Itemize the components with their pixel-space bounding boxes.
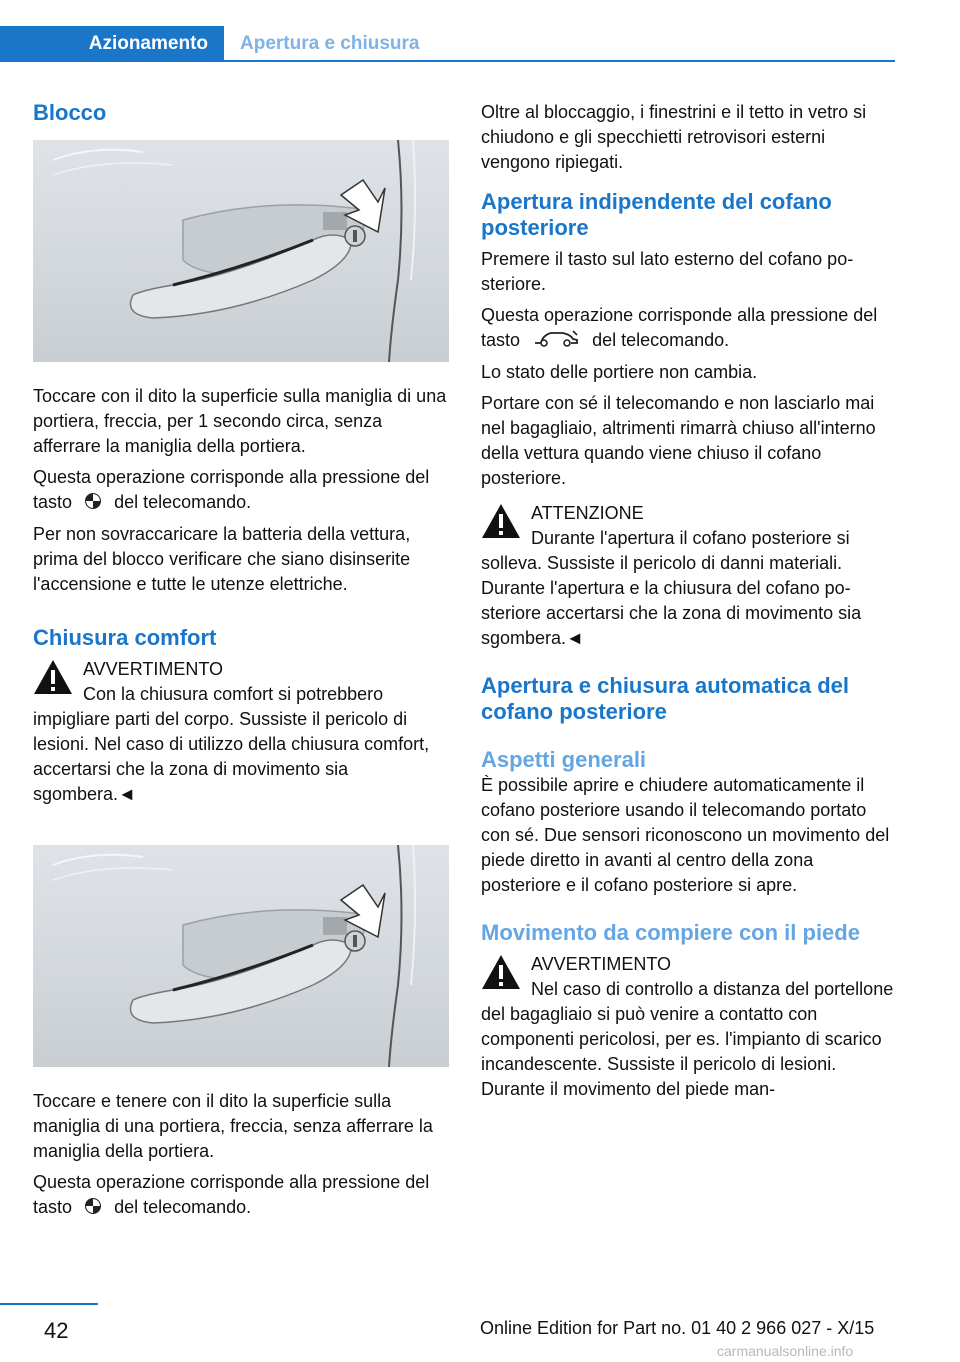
lock-key-icon [85, 491, 101, 516]
tab-azionamento[interactable]: Azionamento [0, 26, 224, 62]
chapter-header [0, 26, 895, 62]
paragraph: Lo stato delle portiere non cambia. [481, 361, 758, 382]
right-column [481, 100, 897, 1102]
warning-triangle-icon [33, 659, 73, 695]
warning-title: AVVERTIMENTO [83, 658, 224, 679]
paragraph: Premere il tasto sul lato esterno del cofano posteriore. [481, 249, 854, 294]
page-number: 42 [44, 1318, 69, 1343]
door-handle-illustration-icon [33, 140, 449, 362]
door-handle-illustration-icon [33, 845, 449, 1067]
warning-block [481, 952, 897, 1102]
paragraph: Portare con sé il telecomando e non lasciarlo mai nel bagagliaio, altrimenti rimarrà chiuso all'interno della vettura quando viene chiuso il cofano posteriore. [481, 392, 876, 488]
warning-block [33, 657, 449, 807]
subheading-movimento-piede: Movimento da compiere con il piede [481, 919, 860, 945]
warning-title: ATTENZIONE [531, 502, 644, 523]
edition-note: Online Edition for Part no. 01 40 2 966 027 - X/15 [480, 1318, 875, 1338]
heading-blocco: Blocco [33, 100, 107, 125]
tailgate-key-icon [533, 329, 579, 354]
paragraph: Per non sovraccaricare la batteria della vettura, prima del blocco verificare che siano disinserite l'accensione e tutte le utenze elettriche. [33, 523, 411, 594]
tab-apertura-e-chiusura[interactable]: Apertura e chiusura [240, 33, 420, 54]
warning-text: Nel caso di controllo a distanza del portellone del bagagliaio si può venire a contatto con componenti pericolosi, per es. l'impianto di scarico incandescente. Sussiste il pericolo di lesioni. Durante il movimento del piede man- [481, 978, 894, 1099]
warning-text: Con la chiusura comfort si potrebbero impigliare parti del corpo. Sussiste il pericolo di lesioni. Nel caso di utilizzo della chiusura comfort, accertarsi che la zona di movimento sia sgombera.◄ [33, 683, 430, 804]
watermark: carmanualsonline.info [717, 1343, 854, 1359]
warning-title: AVVERTIMENTO [531, 953, 672, 974]
door-handle-figure-2 [33, 845, 449, 1067]
subheading-aspetti-generali: Aspetti generali [481, 746, 647, 772]
header-divider [224, 60, 895, 62]
footer-divider [0, 1303, 98, 1305]
paragraph: È possibile aprire e chiudere automaticamente il cofano posteriore usando il telecomando portato con sé. Due sensori riconoscono un movimento del piede diretto in avanti al centro della zona posteriore e il cofano posteriore si apre. [481, 774, 890, 895]
paragraph: Toccare con il dito la superficie sulla maniglia di una portiera, freccia, per 1 secondo circa, senza afferrare la maniglia della portiera. [33, 386, 447, 456]
paragraph: Oltre al bloccaggio, i finestrini e il tetto in vetro si chiudono e gli specchietti retrovisori esterni vengono ripiegati. [481, 102, 867, 172]
left-column [33, 100, 449, 1221]
warning-block [481, 501, 897, 651]
paragraph-with-icon: Questa operazione corrisponde alla pressione del tasto del telecomando. [481, 303, 897, 354]
heading-chiusura-comfort: Chiusura comfort [33, 624, 217, 650]
heading-apertura-indipendente: Apertura indipendente del cofano posteriore [481, 189, 832, 240]
paragraph-with-icon: Questa operazione corrisponde alla pressione del tasto del telecomando. [33, 1170, 449, 1221]
paragraph-with-icon: Questa operazione corrisponde alla pressione del tasto del telecomando. [33, 465, 449, 516]
door-handle-figure-1 [33, 140, 449, 362]
heading-apertura-automatica: Apertura e chiusura automatica del cofano posteriore [481, 672, 849, 724]
paragraph: Toccare e tenere con il dito la superficie sulla maniglia di una portiera, freccia, senza afferrare la maniglia della portiera. [33, 1090, 433, 1161]
warning-text: Durante l'apertura il cofano posteriore si solleva. Sussiste il pericolo di danni materiali. Durante l'apertura e la chiusura del cofano posteriore accertarsi che la zona di movimento sia sgombera.◄ [481, 527, 862, 648]
warning-triangle-icon [481, 503, 521, 539]
lock-key-icon [85, 1196, 101, 1221]
warning-triangle-icon [481, 954, 521, 990]
